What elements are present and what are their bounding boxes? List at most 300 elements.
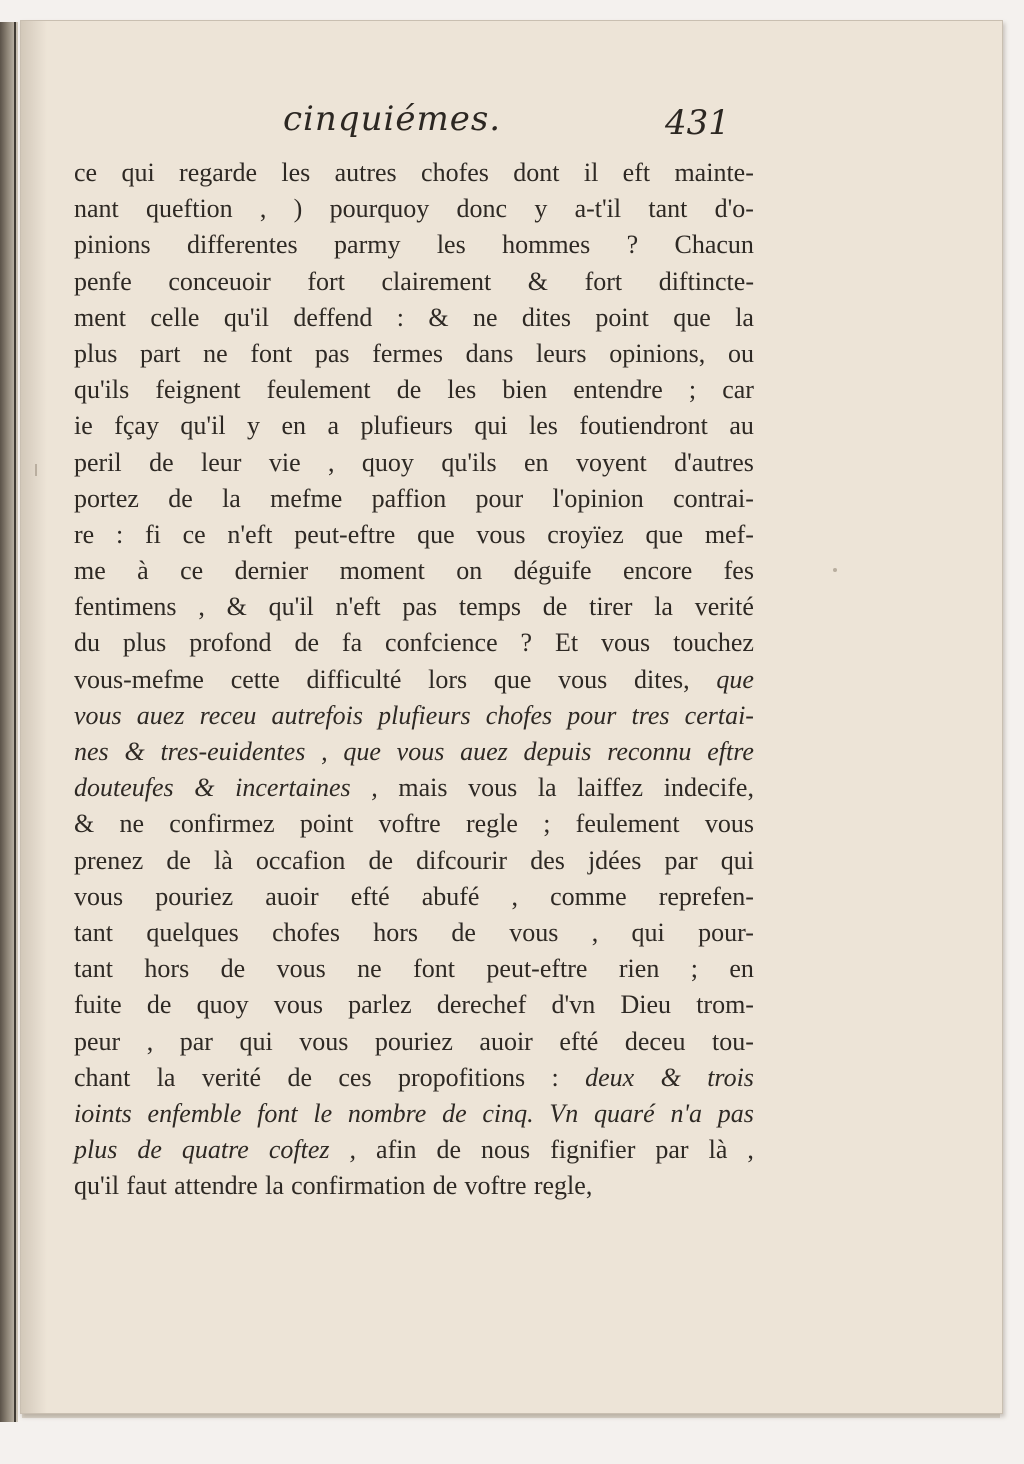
word: peut-eftre [486,954,588,984]
word: , [591,917,599,947]
word: derechef [436,990,527,1020]
word: ; [688,375,697,405]
word: re [74,519,95,549]
word: ce [180,556,204,586]
word: tirer [589,592,633,622]
word: déguife [513,556,592,586]
word: n'eft [227,519,273,549]
word: on [456,556,483,586]
word: bien [502,375,548,405]
word: qu'il [74,1171,120,1201]
word: y [534,194,548,224]
word: faut [126,1171,167,1201]
word: chofes [485,700,553,730]
word: mainte- [674,158,754,187]
word: en [523,447,549,477]
word: , [511,881,519,911]
word: d'o- [714,194,754,224]
word: eft [622,158,651,187]
word: auez [460,737,508,766]
word: ? [626,230,639,260]
word: il [583,158,599,187]
word: afin [376,1135,417,1165]
word: Et [555,628,579,658]
word: differentes [186,230,298,260]
word: , [146,1026,154,1056]
word: qu'il [223,302,269,332]
word: qu'ils [441,447,497,477]
word: par [655,1135,689,1165]
word: deux [585,1062,635,1092]
word: certai- [684,700,754,730]
word: car [722,375,754,405]
word: propofitions [397,1062,526,1092]
word: autrefois [271,700,363,730]
word: occafion [255,845,346,875]
word: que [343,737,381,766]
word: difficulté [306,664,402,694]
word: les [447,375,477,405]
word: de [368,845,394,875]
word: ce [74,158,98,187]
word: pinions [74,230,151,260]
word: ; [543,809,551,839]
word: chofes [421,158,489,187]
word: , [349,1135,357,1165]
word: vous [704,809,754,839]
word: fort [307,266,345,296]
text-line [74,336,754,372]
word: qui [474,411,508,441]
text-line [74,264,754,300]
word: Chacun [674,230,754,260]
word: fçay [114,411,159,441]
word: , [371,773,378,803]
word: d'vn [551,990,596,1020]
word: ? [520,628,533,658]
word: de [451,917,476,947]
text-line [74,227,754,263]
word: feignent [155,375,241,405]
word: de [168,483,193,513]
word: ment [74,302,126,332]
word: : [396,302,404,332]
word: la [156,1062,176,1092]
word: qui [121,158,155,187]
foxing-spot [35,464,37,476]
word: coftez [268,1135,330,1165]
word: ; [690,954,698,984]
text-line [74,589,754,625]
word: attendre [174,1171,258,1201]
word: vous [273,990,323,1020]
word: que [645,519,684,549]
word: depuis [523,737,592,766]
word: quoy [361,447,414,477]
word: & [660,1062,681,1092]
word: par [179,1026,213,1056]
word: a-t'il [574,194,622,224]
foxing-spot [833,568,837,572]
word: de [166,845,191,875]
word: efté [350,881,390,911]
word: pas [717,1098,754,1128]
word: chofes [272,917,340,947]
word: hors [373,917,419,947]
word: quatre [181,1135,249,1165]
word: ) [293,194,303,224]
word: plufieurs [360,411,453,441]
word: de [149,447,174,477]
word: que [417,519,455,549]
word: lors [428,664,468,694]
word: vie [268,447,301,477]
text-line [74,734,754,770]
word: fentimens [74,592,177,622]
word: leur [201,447,242,477]
word: dites, [634,664,690,694]
word: fa [341,628,363,658]
word: par [664,845,698,875]
word: & [124,737,145,766]
text-line [74,951,754,987]
word: regarde [179,158,257,187]
word: la [654,592,673,622]
word: de [542,592,568,622]
word: opinions, [609,338,706,368]
word: hors [144,954,190,984]
word: enfemble [147,1098,242,1128]
word: conceuoir [168,266,271,296]
word: mais [398,773,448,803]
word: verité [201,1062,262,1092]
word: jdées [587,845,642,875]
word: d'autres [674,447,754,477]
word: penfe [74,266,132,296]
word: pour [567,700,617,730]
word: qu'il [268,592,314,622]
word: de [220,954,246,984]
word: qui [720,845,754,875]
word: confirmation [291,1171,426,1201]
word: Dieu [620,990,671,1020]
word: reconnu [607,737,692,766]
word: quoy [196,990,249,1020]
word: qu'il [180,411,226,441]
word: qui [631,917,665,947]
word: dites [521,302,572,332]
book-page [20,20,1003,1414]
text-line [74,698,754,734]
word: vous [601,628,651,658]
word: de [432,1171,458,1201]
word: auoir [265,881,319,911]
word: plufieurs [378,700,471,730]
text-line [74,553,754,589]
word: l'opinion [552,483,644,513]
text-line [74,408,754,444]
word: temps [458,592,521,622]
word: peur [74,1026,121,1056]
text-line [74,987,754,1023]
word: que [716,664,754,694]
word: qu'ils [74,375,130,405]
word: ou [727,338,754,368]
word: feulement [575,809,680,839]
word: part [140,338,181,368]
word: foutiendront [579,411,708,441]
word: regle, [533,1171,593,1201]
word: dans [465,338,514,368]
word: font [413,954,455,984]
word: dont [513,158,560,187]
word: à [137,556,149,586]
word: point [299,809,354,839]
word: que [673,302,711,332]
word: & [74,809,95,839]
word: parmy [334,230,401,260]
word: eftre [707,737,754,766]
word: Vn [549,1098,579,1128]
word: : [551,1062,559,1092]
text-line [74,517,754,553]
word: font [250,338,293,368]
word: & [527,266,549,296]
word: plus [74,338,118,368]
word: deffend [293,302,373,332]
word: queftion [146,194,233,224]
text-line [74,625,754,661]
word: n'eft [335,592,381,622]
word: rien [618,954,660,984]
word: ioints [74,1098,132,1128]
word: pourquoy [329,194,430,224]
word: profond [189,628,272,658]
word: verité [694,592,754,622]
word: là [214,845,233,875]
word: les [529,411,558,441]
word: de [287,1062,312,1092]
word: voftre [378,809,441,839]
text-line [74,481,754,517]
word: vous [558,664,608,694]
word: là [708,1135,728,1165]
word: incertaines [235,773,351,803]
body-text [74,155,754,1204]
running-title: cinquiémes. [283,99,502,139]
word: pouriez [155,881,234,911]
text-line [74,843,754,879]
word: point [595,302,649,332]
word: cette [230,664,280,694]
word: nombre [347,1098,427,1128]
text-line [74,770,754,806]
text-line [74,879,754,915]
text-line [74,155,754,191]
word: plus [74,1135,118,1165]
word: voyent [575,447,647,477]
word: voftre [464,1171,527,1201]
word: leurs [536,338,587,368]
word: quaré [594,1098,655,1128]
word: pas [402,592,438,622]
word: tant [74,954,113,984]
word: au [729,411,754,441]
word: vous [396,737,445,766]
word: de [137,1135,162,1165]
word: ce [182,519,206,549]
word: reprefen- [658,881,754,911]
word: portez [74,483,139,513]
word: cinq. [482,1098,534,1128]
text-line [74,1060,754,1096]
word: ces [338,1062,372,1092]
word: la [735,302,754,332]
word: , [198,592,205,622]
page-number: 431 [665,103,730,143]
word: auez [136,700,185,730]
word: des [530,845,565,875]
word: y [247,411,261,441]
word: pouriez [374,1026,453,1056]
word: confirmez [169,809,275,839]
word: les [281,158,311,187]
word: indecife, [663,773,754,803]
word: ne [119,809,145,839]
word: pas [314,338,350,368]
text-line [74,806,754,842]
word: encore [622,556,693,586]
word: prenez [74,845,144,875]
word: de [436,1135,462,1165]
word: fi [144,519,161,549]
word: fuite [74,990,122,1020]
word: fermes [372,338,443,368]
page-stack-edge [22,1414,1000,1418]
word: nes [74,737,109,766]
word: laiffez [577,773,644,803]
text-line [74,662,754,698]
running-head [21,91,1002,151]
text-line [74,1132,754,1168]
word: douteufes [74,773,174,803]
word: ne [357,954,382,984]
word: chant [74,1062,131,1092]
word: receu [199,700,257,730]
word: de [146,990,172,1020]
word: n'a [670,1098,703,1128]
word: ne [472,302,498,332]
word: parlez [348,990,412,1020]
word: & [226,592,247,622]
word: hommes [502,230,591,260]
word: entendre [573,375,663,405]
word: comme [550,881,627,911]
word: clairement [381,266,492,296]
word: celle [150,302,200,332]
word: font [257,1098,298,1128]
word: & [194,773,215,803]
word: deceu [624,1026,686,1056]
text-line [74,372,754,408]
word: que [493,664,532,694]
word: ie [74,411,93,441]
word: de [294,628,319,658]
word: regle [465,809,518,839]
word: vous [74,881,124,911]
word: qui [239,1026,273,1056]
word: abufé [421,881,480,911]
word: peut-eftre [294,519,396,549]
word: paffion [371,483,447,513]
word: confcience [385,628,498,658]
word: difcourir [416,845,508,875]
word: auoir [479,1026,533,1056]
word: tant [74,917,113,947]
text-line [74,300,754,336]
word: , [747,1135,754,1165]
text-line [74,1168,754,1204]
word: vous [509,917,559,947]
word: pour- [698,917,754,947]
word: mefme [270,483,343,513]
word: : [115,519,124,549]
word: efté [559,1026,599,1056]
word: mef- [704,519,754,549]
word: tres-euidentes [160,737,306,766]
word: vous [476,519,526,549]
word: me [74,556,106,586]
word: quelques [146,917,239,947]
word: croyïez [547,519,624,549]
word: fort [584,266,623,296]
word: la [265,1171,284,1201]
word: feulement [266,375,371,405]
word: vous [299,1026,349,1056]
word: en [281,411,307,441]
word: a [327,411,340,441]
word: contrai- [673,483,754,513]
word: vous [74,700,122,730]
word: tres [631,700,670,730]
word: la [222,483,241,513]
word: nous [481,1135,531,1165]
word: diftincte- [658,266,754,296]
word: vous-mefme [74,664,204,694]
word: le [313,1098,333,1128]
text-line [74,191,754,227]
word: fignifier [550,1135,636,1165]
word: donc [456,194,508,224]
word: , [321,737,328,766]
text-line [74,1096,754,1132]
text-line [74,445,754,481]
word: & [428,302,449,332]
word: tou- [712,1026,754,1056]
word: touchez [673,628,754,658]
word: de [396,375,422,405]
word: autres [334,158,397,187]
word: en [729,954,754,984]
word: la [537,773,557,803]
word: nant [74,194,119,224]
word: peril [74,447,122,477]
word: fes [723,556,754,586]
text-line [74,1024,754,1060]
word: trois [707,1062,754,1092]
word: pour [475,483,524,513]
word: les [436,230,466,260]
